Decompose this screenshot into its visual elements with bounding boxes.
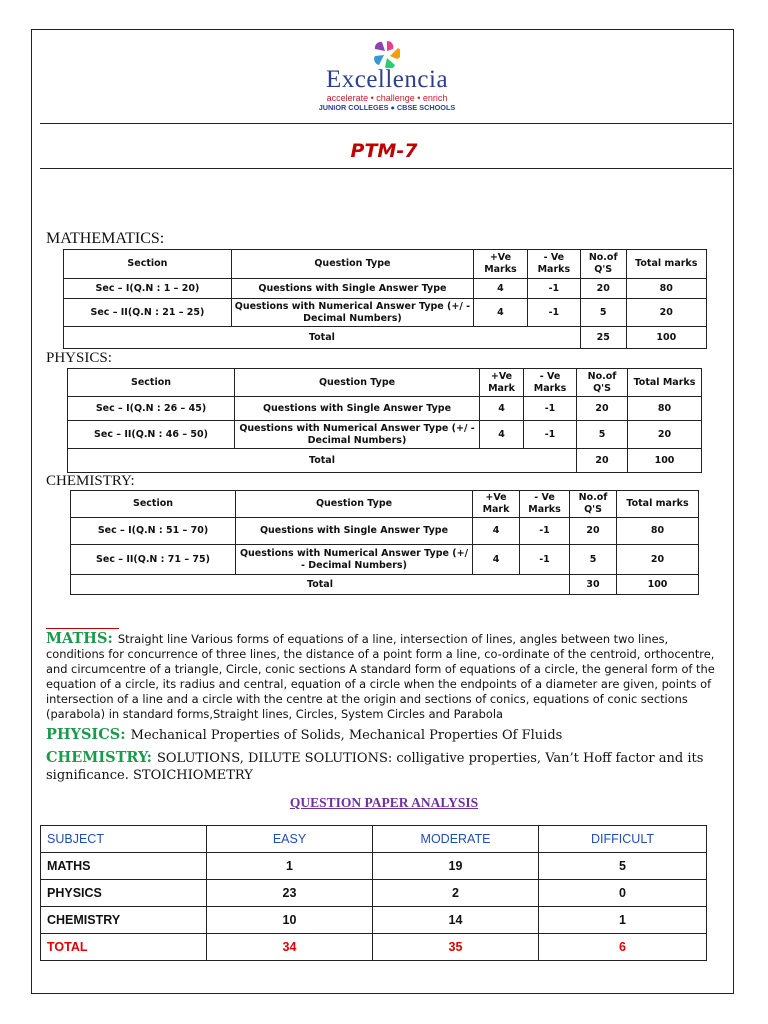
cell-question-type: Questions with Single Answer Type bbox=[235, 397, 480, 421]
cell-section: Sec – II(Q.N : 46 – 50) bbox=[68, 421, 235, 449]
cell-moderate: 14 bbox=[373, 907, 539, 934]
cell-number-of-questions: 5 bbox=[580, 299, 626, 327]
header-easy: EASY bbox=[207, 826, 373, 853]
document-title: PTM-7 bbox=[350, 140, 418, 162]
table-row bbox=[71, 545, 699, 575]
table-header-row bbox=[64, 250, 707, 279]
cell-positive-marks: 4 bbox=[474, 279, 528, 299]
cell-total-marks: 80 bbox=[617, 518, 699, 545]
analysis-title: QUESTION PAPER ANALYSIS bbox=[289, 795, 479, 810]
physics-marks-table bbox=[67, 368, 702, 473]
cell-question-type: Questions with Single Answer Type bbox=[236, 518, 473, 545]
cell-positive-marks: 4 bbox=[473, 545, 520, 575]
chemistry-marks-table bbox=[70, 490, 699, 595]
analysis-total-row bbox=[41, 934, 707, 961]
total-questions: 30 bbox=[570, 575, 617, 595]
chemistry-topics-text: SOLUTIONS, DILUTE SOLUTIONS: colligative properties, Van’t Hoff factor and its significance. STOICHIOMETRY bbox=[46, 751, 704, 783]
total-marks: 100 bbox=[626, 327, 706, 349]
logo-subline: JUNIOR COLLEGES ● CBSE SCHOOLS bbox=[318, 103, 456, 112]
table-row bbox=[71, 518, 699, 545]
table-total-row bbox=[68, 449, 702, 473]
mathematics-label: MATHEMATICS: bbox=[46, 230, 165, 247]
header-negative-marks: - Ve Marks bbox=[524, 369, 577, 397]
header-question-type: Question Type bbox=[235, 369, 480, 397]
cell-easy: 23 bbox=[207, 880, 373, 907]
cell-easy: 10 bbox=[207, 907, 373, 934]
header-total-marks: Total marks bbox=[617, 491, 699, 518]
cell-positive-marks: 4 bbox=[480, 421, 524, 449]
cell-total-marks: 20 bbox=[617, 545, 699, 575]
header-question-type: Question Type bbox=[236, 491, 473, 518]
cell-positive-marks: 4 bbox=[474, 299, 528, 327]
header-negative-marks: - Ve Marks bbox=[527, 250, 580, 279]
cell-section: Sec – I(Q.N : 26 – 45) bbox=[68, 397, 235, 421]
header-number-of-questions: No.of Q'S bbox=[577, 369, 628, 397]
table-row bbox=[68, 397, 702, 421]
chemistry-label: CHEMISTRY: bbox=[46, 473, 135, 489]
cell-question-type: Questions with Numerical Answer Type (+/ - Decimal Numbers) bbox=[231, 299, 473, 327]
header-rule-top bbox=[40, 123, 732, 124]
table-row bbox=[41, 880, 707, 907]
cell-total-label: TOTAL bbox=[41, 934, 207, 961]
cell-moderate: 19 bbox=[373, 853, 539, 880]
header-section: Section bbox=[71, 491, 236, 518]
cell-easy: 1 bbox=[207, 853, 373, 880]
maths-topics-text: Straight line Various forms of equations of a line, intersection of lines, angles between two lines, conditions for concurrence of three lines, the distance of a point form a line, co-ordinate of the centroid, orthocentre, and circumcentre of a triangle, Circle, conic sections A standard form of equations of a circle, the general form of the equation of a circle, its radius and central, equation of a circle when the endpoints of a diameter are given, points of intersection of a line and a circle with the centre at the origin and sections of conics, equations of conic sections (parabola) in standard forms,Straight lines, Circles, System Circles and Parabola bbox=[46, 632, 715, 721]
table-row bbox=[68, 421, 702, 449]
header-positive-marks: +Ve Mark bbox=[480, 369, 524, 397]
cell-section: Sec – I(Q.N : 51 – 70) bbox=[71, 518, 236, 545]
total-label: Total bbox=[64, 327, 581, 349]
cell-negative-marks: -1 bbox=[524, 421, 577, 449]
cell-section: Sec – I(Q.N : 1 – 20) bbox=[64, 279, 232, 299]
cell-negative-marks: -1 bbox=[527, 279, 580, 299]
cell-total-marks: 80 bbox=[626, 279, 706, 299]
cell-negative-marks: -1 bbox=[527, 299, 580, 327]
excellencia-logo bbox=[312, 40, 462, 118]
physics-topics-label: PHYSICS bbox=[46, 726, 121, 743]
cell-subject: CHEMISTRY bbox=[41, 907, 207, 934]
chemistry-topics-label: CHEMISTRY bbox=[46, 749, 147, 766]
total-marks: 100 bbox=[617, 575, 699, 595]
cell-total-marks: 20 bbox=[628, 421, 702, 449]
cell-number-of-questions: 20 bbox=[570, 518, 617, 545]
header-question-type: Question Type bbox=[231, 250, 473, 279]
table-header-row bbox=[71, 491, 699, 518]
table-total-row bbox=[64, 327, 707, 349]
chemistry-topics: CHEMISTRY: SOLUTIONS, DILUTE SOLUTIONS: colligative properties, Van’t Hoff factor and its significance. STOICHIOMETRY bbox=[46, 749, 704, 783]
header-subject: SUBJECT bbox=[41, 826, 207, 853]
cell-number-of-questions: 20 bbox=[580, 279, 626, 299]
header-negative-marks: - Ve Marks bbox=[520, 491, 570, 518]
cell-total-easy: 34 bbox=[207, 934, 373, 961]
cell-difficult: 5 bbox=[539, 853, 707, 880]
header-moderate: MODERATE bbox=[373, 826, 539, 853]
table-total-row bbox=[71, 575, 699, 595]
analysis-table bbox=[40, 825, 707, 961]
logo-tagline: accelerate • challenge • enrich bbox=[326, 93, 448, 103]
cell-number-of-questions: 5 bbox=[577, 421, 628, 449]
cell-number-of-questions: 20 bbox=[577, 397, 628, 421]
header-difficult: DIFFICULT bbox=[539, 826, 707, 853]
mathematics-marks-table bbox=[63, 249, 707, 349]
topics-accent-rule bbox=[46, 628, 119, 629]
cell-question-type: Questions with Numerical Answer Type (+/ - Decimal Numbers) bbox=[235, 421, 480, 449]
cell-positive-marks: 4 bbox=[480, 397, 524, 421]
cell-section: Sec – II(Q.N : 21 – 25) bbox=[64, 299, 232, 327]
header-section: Section bbox=[64, 250, 232, 279]
cell-negative-marks: -1 bbox=[520, 545, 570, 575]
header-section: Section bbox=[68, 369, 235, 397]
total-label: Total bbox=[68, 449, 577, 473]
total-marks: 100 bbox=[628, 449, 702, 473]
cell-subject: PHYSICS bbox=[41, 880, 207, 907]
header-positive-marks: +Ve Mark bbox=[473, 491, 520, 518]
header-total-marks: Total Marks bbox=[628, 369, 702, 397]
physics-topics-text: Mechanical Properties of Solids, Mechanical Properties Of Fluids bbox=[130, 728, 563, 743]
cell-number-of-questions: 5 bbox=[570, 545, 617, 575]
cell-positive-marks: 4 bbox=[473, 518, 520, 545]
header-positive-marks: +Ve Marks bbox=[474, 250, 528, 279]
header-total-marks: Total marks bbox=[626, 250, 706, 279]
header-number-of-questions: No.of Q'S bbox=[580, 250, 626, 279]
total-label: Total bbox=[71, 575, 570, 595]
table-row bbox=[64, 299, 707, 327]
physics-label: PHYSICS: bbox=[46, 350, 112, 366]
table-row bbox=[41, 907, 707, 934]
cell-total-moderate: 35 bbox=[373, 934, 539, 961]
cell-negative-marks: -1 bbox=[520, 518, 570, 545]
logo-wordmark: Excellencia bbox=[325, 66, 449, 93]
cell-difficult: 0 bbox=[539, 880, 707, 907]
cell-total-marks: 80 bbox=[628, 397, 702, 421]
maths-topics-label: MATHS bbox=[46, 630, 108, 647]
total-questions: 20 bbox=[577, 449, 628, 473]
analysis-header-row bbox=[41, 826, 707, 853]
physics-topics: PHYSICS: Mechanical Properties of Solids, Mechanical Properties Of Fluids bbox=[46, 726, 563, 743]
header-rule-bottom bbox=[40, 168, 732, 169]
cell-section: Sec – II(Q.N : 71 – 75) bbox=[71, 545, 236, 575]
header-number-of-questions: No.of Q'S bbox=[570, 491, 617, 518]
total-questions: 25 bbox=[580, 327, 626, 349]
table-header-row bbox=[68, 369, 702, 397]
cell-question-type: Questions with Single Answer Type bbox=[231, 279, 473, 299]
maths-topics: MATHS: Straight line Various forms of equations of a line, intersection of lines, angles between two lines, conditions for concurrence of three lines, the distance of a point form a line, co-ordinate of the centroid, orthocentre, and circumcentre of a triangle, Circle, conic sections A standard form of equations of a circle, the general form of the equation of a circle, its radius and central, equation of a circle when the endpoints of a diameter are given, points of intersection of a line and a circle with the centre at the origin and sections of conics, equations of conic sections (parabola) in standard forms,Straight lines, Circles, System Circles and Parabola bbox=[46, 630, 715, 721]
cell-question-type: Questions with Numerical Answer Type (+/ - Decimal Numbers) bbox=[236, 545, 473, 575]
cell-moderate: 2 bbox=[373, 880, 539, 907]
cell-total-marks: 20 bbox=[626, 299, 706, 327]
cell-negative-marks: -1 bbox=[524, 397, 577, 421]
logo-swirl-icon bbox=[374, 40, 400, 68]
table-row bbox=[41, 853, 707, 880]
table-row bbox=[64, 279, 707, 299]
cell-total-difficult: 6 bbox=[539, 934, 707, 961]
cell-subject: MATHS bbox=[41, 853, 207, 880]
cell-difficult: 1 bbox=[539, 907, 707, 934]
